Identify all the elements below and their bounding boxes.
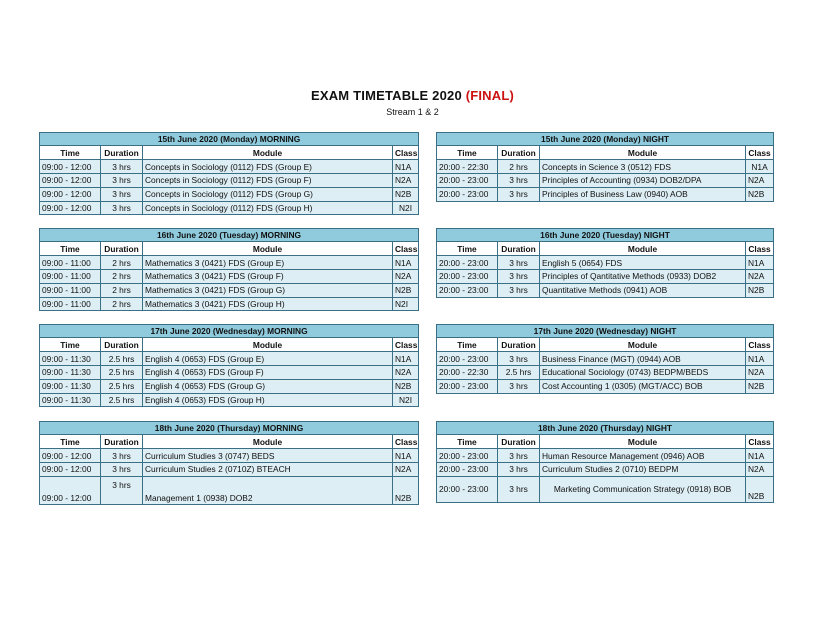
cell-class: N2I — [393, 393, 419, 407]
table-title: 17th June 2020 (Wednesday) NIGHT — [437, 325, 774, 338]
table-row — [40, 269, 419, 283]
col-header-module: Module — [540, 435, 746, 449]
cell-duration: 2.5 hrs — [101, 393, 143, 407]
cell-module: Concepts in Sociology (0112) FDS (Group F) — [143, 173, 393, 187]
cell-time: 09:00 - 11:00 — [40, 283, 101, 297]
cell-class: N2B — [746, 476, 774, 502]
cell-duration: 2 hrs — [101, 283, 143, 297]
cell-class: N1A — [393, 352, 419, 366]
table-row — [437, 379, 774, 393]
cell-duration: 3 hrs — [101, 173, 143, 187]
table-title: 18th June 2020 (Thursday) NIGHT — [437, 422, 774, 435]
col-header-module: Module — [540, 338, 746, 352]
table-title: 18th June 2020 (Thursday) MORNING — [40, 422, 419, 435]
col-header-time: Time — [40, 435, 101, 449]
cell-class: N2A — [746, 269, 774, 283]
cell-class: N2A — [393, 269, 419, 283]
cell-module: Management 1 (0938) DOB2 — [143, 476, 393, 504]
cell-duration: 2 hrs — [101, 256, 143, 270]
cell-class: N2I — [393, 201, 419, 215]
cell-time: 09:00 - 12:00 — [40, 173, 101, 187]
cell-class: N1A — [746, 352, 774, 366]
table-row — [437, 462, 774, 476]
table-row — [437, 187, 774, 201]
cell-module: Business Finance (MGT) (0944) AOB — [540, 352, 746, 366]
table-row — [437, 269, 774, 283]
table-row — [40, 379, 419, 393]
table-row — [40, 160, 419, 174]
col-header-duration: Duration — [101, 242, 143, 256]
cell-module: Concepts in Sociology (0112) FDS (Group H) — [143, 201, 393, 215]
cell-module: Curriculum Studies 3 (0747) BEDS — [143, 449, 393, 463]
table-row — [40, 187, 419, 201]
timetable-tuesday-night — [436, 228, 774, 310]
col-header-class: Class — [746, 242, 774, 256]
timetable-tuesday-morning — [39, 228, 419, 311]
cell-time: 09:00 - 12:00 — [40, 449, 101, 463]
col-header-duration: Duration — [498, 242, 540, 256]
cell-class: N1A — [746, 256, 774, 270]
cell-module: Human Resource Management (0946) AOB — [540, 449, 746, 463]
cell-class: N2B — [746, 283, 774, 297]
cell-class: N2A — [393, 462, 419, 476]
cell-time: 09:00 - 12:00 — [40, 160, 101, 174]
col-header-class: Class — [746, 146, 774, 160]
cell-duration: 3 hrs — [101, 462, 143, 476]
cell-time: 09:00 - 11:30 — [40, 365, 101, 379]
table-row — [437, 476, 774, 502]
cell-class: N1A — [393, 449, 419, 463]
cell-duration: 3 hrs — [498, 462, 540, 476]
col-header-module: Module — [143, 338, 393, 352]
cell-time: 20:00 - 23:00 — [437, 187, 498, 201]
col-header-class: Class — [746, 338, 774, 352]
table-title: 16th June 2020 (Tuesday) MORNING — [40, 229, 419, 242]
table-row — [40, 283, 419, 297]
col-header-module: Module — [143, 146, 393, 160]
table-row — [437, 256, 774, 270]
cell-duration: 3 hrs — [101, 160, 143, 174]
cell-class: N1A — [746, 449, 774, 463]
cell-class: N2B — [393, 476, 419, 504]
cell-module: English 5 (0654) FDS — [540, 256, 746, 270]
cell-duration: 2 hrs — [101, 297, 143, 311]
cell-module: Concepts in Sociology (0112) FDS (Group E) — [143, 160, 393, 174]
col-header-module: Module — [143, 435, 393, 449]
table-row — [437, 160, 774, 174]
cell-module: Principles of Qantitative Methods (0933) DOB2 — [540, 269, 746, 283]
cell-duration: 3 hrs — [498, 187, 540, 201]
col-header-duration: Duration — [101, 146, 143, 160]
cell-class: N1A — [746, 160, 774, 174]
cell-duration: 3 hrs — [498, 269, 540, 283]
cell-module: Concepts in Sociology (0112) FDS (Group G) — [143, 187, 393, 201]
cell-time: 20:00 - 23:00 — [437, 379, 498, 393]
cell-duration: 3 hrs — [101, 449, 143, 463]
cell-time: 09:00 - 11:30 — [40, 379, 101, 393]
table-row — [40, 476, 419, 504]
cell-duration: 3 hrs — [101, 201, 143, 215]
cell-module: Quantitative Methods (0941) AOB — [540, 283, 746, 297]
cell-duration: 2.5 hrs — [101, 352, 143, 366]
table-row — [40, 201, 419, 215]
col-header-duration: Duration — [498, 338, 540, 352]
cell-class: N2A — [393, 173, 419, 187]
cell-time: 09:00 - 11:30 — [40, 352, 101, 366]
cell-module: Principles of Accounting (0934) DOB2/DPA — [540, 173, 746, 187]
table-row — [437, 283, 774, 297]
cell-module: Curriculum Studies 2 (0710) BEDPM — [540, 462, 746, 476]
table-row — [40, 449, 419, 463]
col-header-class: Class — [746, 435, 774, 449]
cell-class: N2I — [393, 297, 419, 311]
cell-duration: 3 hrs — [498, 283, 540, 297]
col-header-duration: Duration — [101, 338, 143, 352]
table-row — [40, 173, 419, 187]
cell-time: 09:00 - 12:00 — [40, 201, 101, 215]
cell-duration: 3 hrs — [101, 187, 143, 201]
cell-duration: 2 hrs — [101, 269, 143, 283]
cell-class: N2A — [746, 462, 774, 476]
cell-time: 20:00 - 23:00 — [437, 269, 498, 283]
table-title: 15th June 2020 (Monday) NIGHT — [437, 133, 774, 146]
cell-time: 20:00 - 23:00 — [437, 256, 498, 270]
cell-time: 09:00 - 12:00 — [40, 462, 101, 476]
cell-duration: 2 hrs — [498, 160, 540, 174]
cell-time: 09:00 - 11:30 — [40, 393, 101, 407]
timetable-thursday-morning — [39, 421, 419, 505]
cell-module: Concepts in Science 3 (0512) FDS — [540, 160, 746, 174]
table-row — [40, 462, 419, 476]
cell-time: 20:00 - 23:00 — [437, 449, 498, 463]
cell-time: 09:00 - 12:00 — [40, 476, 101, 504]
col-header-class: Class — [393, 338, 419, 352]
cell-class: N1A — [393, 256, 419, 270]
timetable-monday-morning — [39, 132, 419, 215]
cell-class: N2B — [393, 187, 419, 201]
cell-module: Cost Accounting 1 (0305) (MGT/ACC) BOB — [540, 379, 746, 393]
timetable-wednesday-morning — [39, 324, 419, 407]
cell-time: 20:00 - 23:00 — [437, 352, 498, 366]
cell-class: N1A — [393, 160, 419, 174]
col-header-duration: Duration — [498, 435, 540, 449]
cell-class: N2A — [393, 365, 419, 379]
cell-time: 09:00 - 11:00 — [40, 297, 101, 311]
table-row — [437, 449, 774, 463]
cell-module: English 4 (0653) FDS (Group G) — [143, 379, 393, 393]
cell-class: N2A — [746, 365, 774, 379]
cell-duration: 3 hrs — [498, 173, 540, 187]
cell-duration: 3 hrs — [498, 476, 540, 502]
timetable-wednesday-night — [436, 324, 774, 406]
cell-time: 09:00 - 11:00 — [40, 269, 101, 283]
cell-duration: 3 hrs — [498, 379, 540, 393]
cell-class: N2B — [393, 379, 419, 393]
page-title — [0, 88, 825, 103]
cell-class: N2A — [746, 173, 774, 187]
table-row — [437, 365, 774, 379]
cell-time: 09:00 - 12:00 — [40, 187, 101, 201]
col-header-time: Time — [437, 435, 498, 449]
cell-module: Principles of Business Law (0940) AOB — [540, 187, 746, 201]
cell-module: English 4 (0653) FDS (Group H) — [143, 393, 393, 407]
col-header-class: Class — [393, 435, 419, 449]
col-header-duration: Duration — [101, 435, 143, 449]
table-row — [40, 256, 419, 270]
table-title: 16th June 2020 (Tuesday) NIGHT — [437, 229, 774, 242]
cell-module: English 4 (0653) FDS (Group E) — [143, 352, 393, 366]
cell-time: 20:00 - 23:00 — [437, 173, 498, 187]
col-header-time: Time — [40, 242, 101, 256]
cell-duration: 3 hrs — [101, 476, 143, 504]
cell-duration: 3 hrs — [498, 352, 540, 366]
col-header-time: Time — [40, 338, 101, 352]
col-header-time: Time — [437, 146, 498, 160]
table-row — [40, 393, 419, 407]
cell-module: Educational Sociology (0743) BEDPM/BEDS — [540, 365, 746, 379]
cell-module: Marketing Communication Strategy (0918) BOB — [540, 476, 746, 502]
cell-module: Mathematics 3 (0421) FDS (Group E) — [143, 256, 393, 270]
cell-duration: 3 hrs — [498, 449, 540, 463]
table-title: 15th June 2020 (Monday) MORNING — [40, 133, 419, 146]
col-header-time: Time — [437, 242, 498, 256]
cell-class: N2B — [746, 379, 774, 393]
col-header-time: Time — [437, 338, 498, 352]
table-row — [40, 297, 419, 311]
col-header-module: Module — [143, 242, 393, 256]
cell-module: English 4 (0653) FDS (Group F) — [143, 365, 393, 379]
cell-module: Curriculum Studies 2 (0710Z) BTEACH — [143, 462, 393, 476]
cell-duration: 2.5 hrs — [101, 365, 143, 379]
col-header-duration: Duration — [498, 146, 540, 160]
table-row — [40, 352, 419, 366]
table-row — [437, 352, 774, 366]
page-subtitle: Stream 1 & 2 — [386, 107, 439, 117]
cell-duration: 2.5 hrs — [101, 379, 143, 393]
cell-time: 20:00 - 23:00 — [437, 283, 498, 297]
title-final-tag: (FINAL) — [465, 88, 515, 103]
cell-module: Mathematics 3 (0421) FDS (Group G) — [143, 283, 393, 297]
title-main: EXAM TIMETABLE 2020 — [310, 88, 462, 103]
cell-module: Mathematics 3 (0421) FDS (Group H) — [143, 297, 393, 311]
col-header-class: Class — [393, 242, 419, 256]
timetable-monday-night — [436, 132, 774, 214]
cell-time: 20:00 - 22:30 — [437, 160, 498, 174]
cell-time: 20:00 - 23:00 — [437, 476, 498, 502]
cell-time: 09:00 - 11:00 — [40, 256, 101, 270]
col-header-module: Module — [540, 242, 746, 256]
table-row — [40, 365, 419, 379]
cell-duration: 2.5 hrs — [498, 365, 540, 379]
table-title: 17th June 2020 (Wednesday) MORNING — [40, 325, 419, 338]
table-row — [437, 173, 774, 187]
cell-time: 20:00 - 22:30 — [437, 365, 498, 379]
cell-class: N2B — [393, 283, 419, 297]
cell-duration: 3 hrs — [498, 256, 540, 270]
col-header-class: Class — [393, 146, 419, 160]
cell-module: Mathematics 3 (0421) FDS (Group F) — [143, 269, 393, 283]
cell-class: N2B — [746, 187, 774, 201]
cell-time: 20:00 - 23:00 — [437, 462, 498, 476]
timetable-thursday-night — [436, 421, 774, 503]
col-header-module: Module — [540, 146, 746, 160]
col-header-time: Time — [40, 146, 101, 160]
